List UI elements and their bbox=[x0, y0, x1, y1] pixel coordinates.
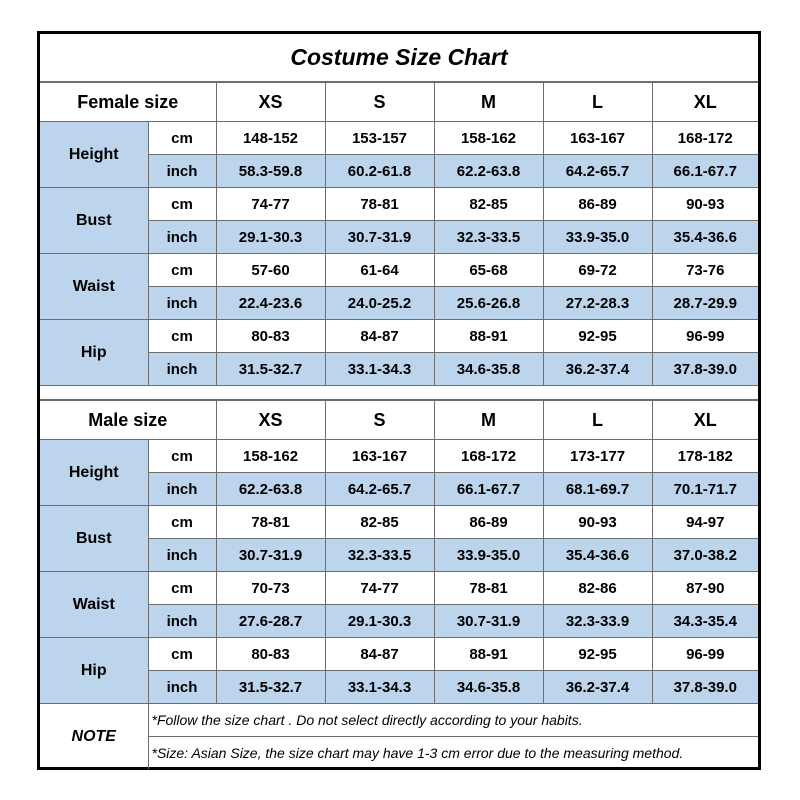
size-value-cell: 37.0-38.2 bbox=[652, 539, 758, 572]
section-spacer bbox=[40, 386, 758, 400]
size-value-cell: 74-77 bbox=[325, 572, 434, 605]
measure-row bbox=[40, 320, 758, 353]
unit-label: inch bbox=[148, 221, 216, 254]
size-value-cell: 78-81 bbox=[434, 572, 543, 605]
size-value-cell: 158-162 bbox=[216, 440, 325, 473]
note-line: *Size: Asian Size, the size chart may have 1-3 cm error due to the measuring method. bbox=[148, 737, 758, 770]
size-value-cell: 64.2-65.7 bbox=[325, 473, 434, 506]
measure-label: Hip bbox=[40, 320, 148, 386]
measure-row bbox=[40, 506, 758, 539]
unit-label: cm bbox=[148, 572, 216, 605]
measure-row bbox=[40, 605, 758, 638]
size-value-cell: 33.9-35.0 bbox=[434, 539, 543, 572]
size-value-cell: 96-99 bbox=[652, 638, 758, 671]
unit-label: cm bbox=[148, 320, 216, 353]
unit-label: inch bbox=[148, 605, 216, 638]
size-value-cell: 34.3-35.4 bbox=[652, 605, 758, 638]
size-value-cell: 90-93 bbox=[543, 506, 652, 539]
unit-label: inch bbox=[148, 353, 216, 386]
size-value-cell: 30.7-31.9 bbox=[216, 539, 325, 572]
measure-row bbox=[40, 539, 758, 572]
size-value-cell: 33.9-35.0 bbox=[543, 221, 652, 254]
size-value-cell: 163-167 bbox=[543, 122, 652, 155]
size-value-cell: 35.4-36.6 bbox=[652, 221, 758, 254]
size-value-cell: 24.0-25.2 bbox=[325, 287, 434, 320]
unit-label: cm bbox=[148, 122, 216, 155]
chart-title: Costume Size Chart bbox=[40, 34, 758, 82]
unit-label: inch bbox=[148, 671, 216, 704]
size-value-cell: 37.8-39.0 bbox=[652, 353, 758, 386]
size-value-cell: 70-73 bbox=[216, 572, 325, 605]
size-chart bbox=[37, 31, 761, 770]
size-column-header: L bbox=[543, 83, 652, 122]
size-value-cell: 82-85 bbox=[325, 506, 434, 539]
note-line: *Follow the size chart . Do not select directly according to your habits. bbox=[148, 704, 758, 737]
size-value-cell: 28.7-29.9 bbox=[652, 287, 758, 320]
size-value-cell: 70.1-71.7 bbox=[652, 473, 758, 506]
size-value-cell: 25.6-26.8 bbox=[434, 287, 543, 320]
size-value-cell: 61-64 bbox=[325, 254, 434, 287]
size-value-cell: 94-97 bbox=[652, 506, 758, 539]
size-value-cell: 33.1-34.3 bbox=[325, 353, 434, 386]
size-value-cell: 57-60 bbox=[216, 254, 325, 287]
size-value-cell: 88-91 bbox=[434, 320, 543, 353]
size-table bbox=[40, 400, 758, 704]
measure-row bbox=[40, 188, 758, 221]
size-value-cell: 158-162 bbox=[434, 122, 543, 155]
size-value-cell: 60.2-61.8 bbox=[325, 155, 434, 188]
size-value-cell: 87-90 bbox=[652, 572, 758, 605]
size-value-cell: 30.7-31.9 bbox=[325, 221, 434, 254]
size-value-cell: 86-89 bbox=[434, 506, 543, 539]
unit-label: inch bbox=[148, 155, 216, 188]
size-value-cell: 27.6-28.7 bbox=[216, 605, 325, 638]
measure-label: Bust bbox=[40, 506, 148, 572]
size-value-cell: 32.3-33.5 bbox=[325, 539, 434, 572]
measure-label: Height bbox=[40, 440, 148, 506]
size-column-header: XS bbox=[216, 83, 325, 122]
size-value-cell: 29.1-30.3 bbox=[325, 605, 434, 638]
measure-label: Hip bbox=[40, 638, 148, 704]
size-value-cell: 84-87 bbox=[325, 320, 434, 353]
size-value-cell: 32.3-33.5 bbox=[434, 221, 543, 254]
size-value-cell: 29.1-30.3 bbox=[216, 221, 325, 254]
measure-row bbox=[40, 353, 758, 386]
size-value-cell: 65-68 bbox=[434, 254, 543, 287]
size-value-cell: 73-76 bbox=[652, 254, 758, 287]
unit-label: cm bbox=[148, 506, 216, 539]
unit-label: cm bbox=[148, 254, 216, 287]
size-value-cell: 69-72 bbox=[543, 254, 652, 287]
size-value-cell: 68.1-69.7 bbox=[543, 473, 652, 506]
size-value-cell: 34.6-35.8 bbox=[434, 671, 543, 704]
unit-label: cm bbox=[148, 440, 216, 473]
size-value-cell: 32.3-33.9 bbox=[543, 605, 652, 638]
size-value-cell: 36.2-37.4 bbox=[543, 671, 652, 704]
note-label: NOTE bbox=[40, 704, 148, 769]
size-table bbox=[40, 82, 758, 386]
size-value-cell: 173-177 bbox=[543, 440, 652, 473]
size-value-cell: 168-172 bbox=[652, 122, 758, 155]
size-column-header: XS bbox=[216, 401, 325, 440]
unit-label: inch bbox=[148, 473, 216, 506]
section-title: Female size bbox=[40, 83, 216, 122]
size-value-cell: 90-93 bbox=[652, 188, 758, 221]
measure-row bbox=[40, 440, 758, 473]
size-value-cell: 22.4-23.6 bbox=[216, 287, 325, 320]
size-column-header: XL bbox=[652, 83, 758, 122]
measure-label: Waist bbox=[40, 254, 148, 320]
size-value-cell: 62.2-63.8 bbox=[216, 473, 325, 506]
size-value-cell: 80-83 bbox=[216, 320, 325, 353]
size-value-cell: 66.1-67.7 bbox=[652, 155, 758, 188]
size-column-header: S bbox=[325, 83, 434, 122]
size-value-cell: 163-167 bbox=[325, 440, 434, 473]
size-value-cell: 86-89 bbox=[543, 188, 652, 221]
size-value-cell: 178-182 bbox=[652, 440, 758, 473]
size-column-header: M bbox=[434, 83, 543, 122]
measure-row bbox=[40, 473, 758, 506]
size-value-cell: 31.5-32.7 bbox=[216, 671, 325, 704]
unit-label: cm bbox=[148, 638, 216, 671]
measure-row bbox=[40, 254, 758, 287]
size-value-cell: 33.1-34.3 bbox=[325, 671, 434, 704]
size-value-cell: 36.2-37.4 bbox=[543, 353, 652, 386]
size-value-cell: 78-81 bbox=[216, 506, 325, 539]
size-value-cell: 148-152 bbox=[216, 122, 325, 155]
size-sections bbox=[40, 82, 758, 704]
size-column-header: L bbox=[543, 401, 652, 440]
size-value-cell: 37.8-39.0 bbox=[652, 671, 758, 704]
size-value-cell: 58.3-59.8 bbox=[216, 155, 325, 188]
measure-label: Waist bbox=[40, 572, 148, 638]
unit-label: cm bbox=[148, 188, 216, 221]
size-value-cell: 66.1-67.7 bbox=[434, 473, 543, 506]
size-value-cell: 62.2-63.8 bbox=[434, 155, 543, 188]
size-value-cell: 92-95 bbox=[543, 320, 652, 353]
size-value-cell: 153-157 bbox=[325, 122, 434, 155]
size-value-cell: 64.2-65.7 bbox=[543, 155, 652, 188]
measure-label: Height bbox=[40, 122, 148, 188]
size-value-cell: 27.2-28.3 bbox=[543, 287, 652, 320]
measure-label: Bust bbox=[40, 188, 148, 254]
size-value-cell: 31.5-32.7 bbox=[216, 353, 325, 386]
size-value-cell: 34.6-35.8 bbox=[434, 353, 543, 386]
measure-row bbox=[40, 221, 758, 254]
section-title: Male size bbox=[40, 401, 216, 440]
unit-label: inch bbox=[148, 287, 216, 320]
size-column-header: M bbox=[434, 401, 543, 440]
measure-row bbox=[40, 671, 758, 704]
size-value-cell: 92-95 bbox=[543, 638, 652, 671]
size-value-cell: 82-86 bbox=[543, 572, 652, 605]
size-value-cell: 35.4-36.6 bbox=[543, 539, 652, 572]
unit-label: inch bbox=[148, 539, 216, 572]
size-value-cell: 82-85 bbox=[434, 188, 543, 221]
size-column-header: XL bbox=[652, 401, 758, 440]
size-value-cell: 74-77 bbox=[216, 188, 325, 221]
note-table bbox=[40, 704, 758, 769]
size-column-header: S bbox=[325, 401, 434, 440]
size-value-cell: 80-83 bbox=[216, 638, 325, 671]
size-value-cell: 88-91 bbox=[434, 638, 543, 671]
size-value-cell: 30.7-31.9 bbox=[434, 605, 543, 638]
size-value-cell: 84-87 bbox=[325, 638, 434, 671]
measure-row bbox=[40, 572, 758, 605]
measure-row bbox=[40, 287, 758, 320]
size-value-cell: 96-99 bbox=[652, 320, 758, 353]
size-value-cell: 78-81 bbox=[325, 188, 434, 221]
measure-row bbox=[40, 122, 758, 155]
measure-row bbox=[40, 155, 758, 188]
size-value-cell: 168-172 bbox=[434, 440, 543, 473]
measure-row bbox=[40, 638, 758, 671]
